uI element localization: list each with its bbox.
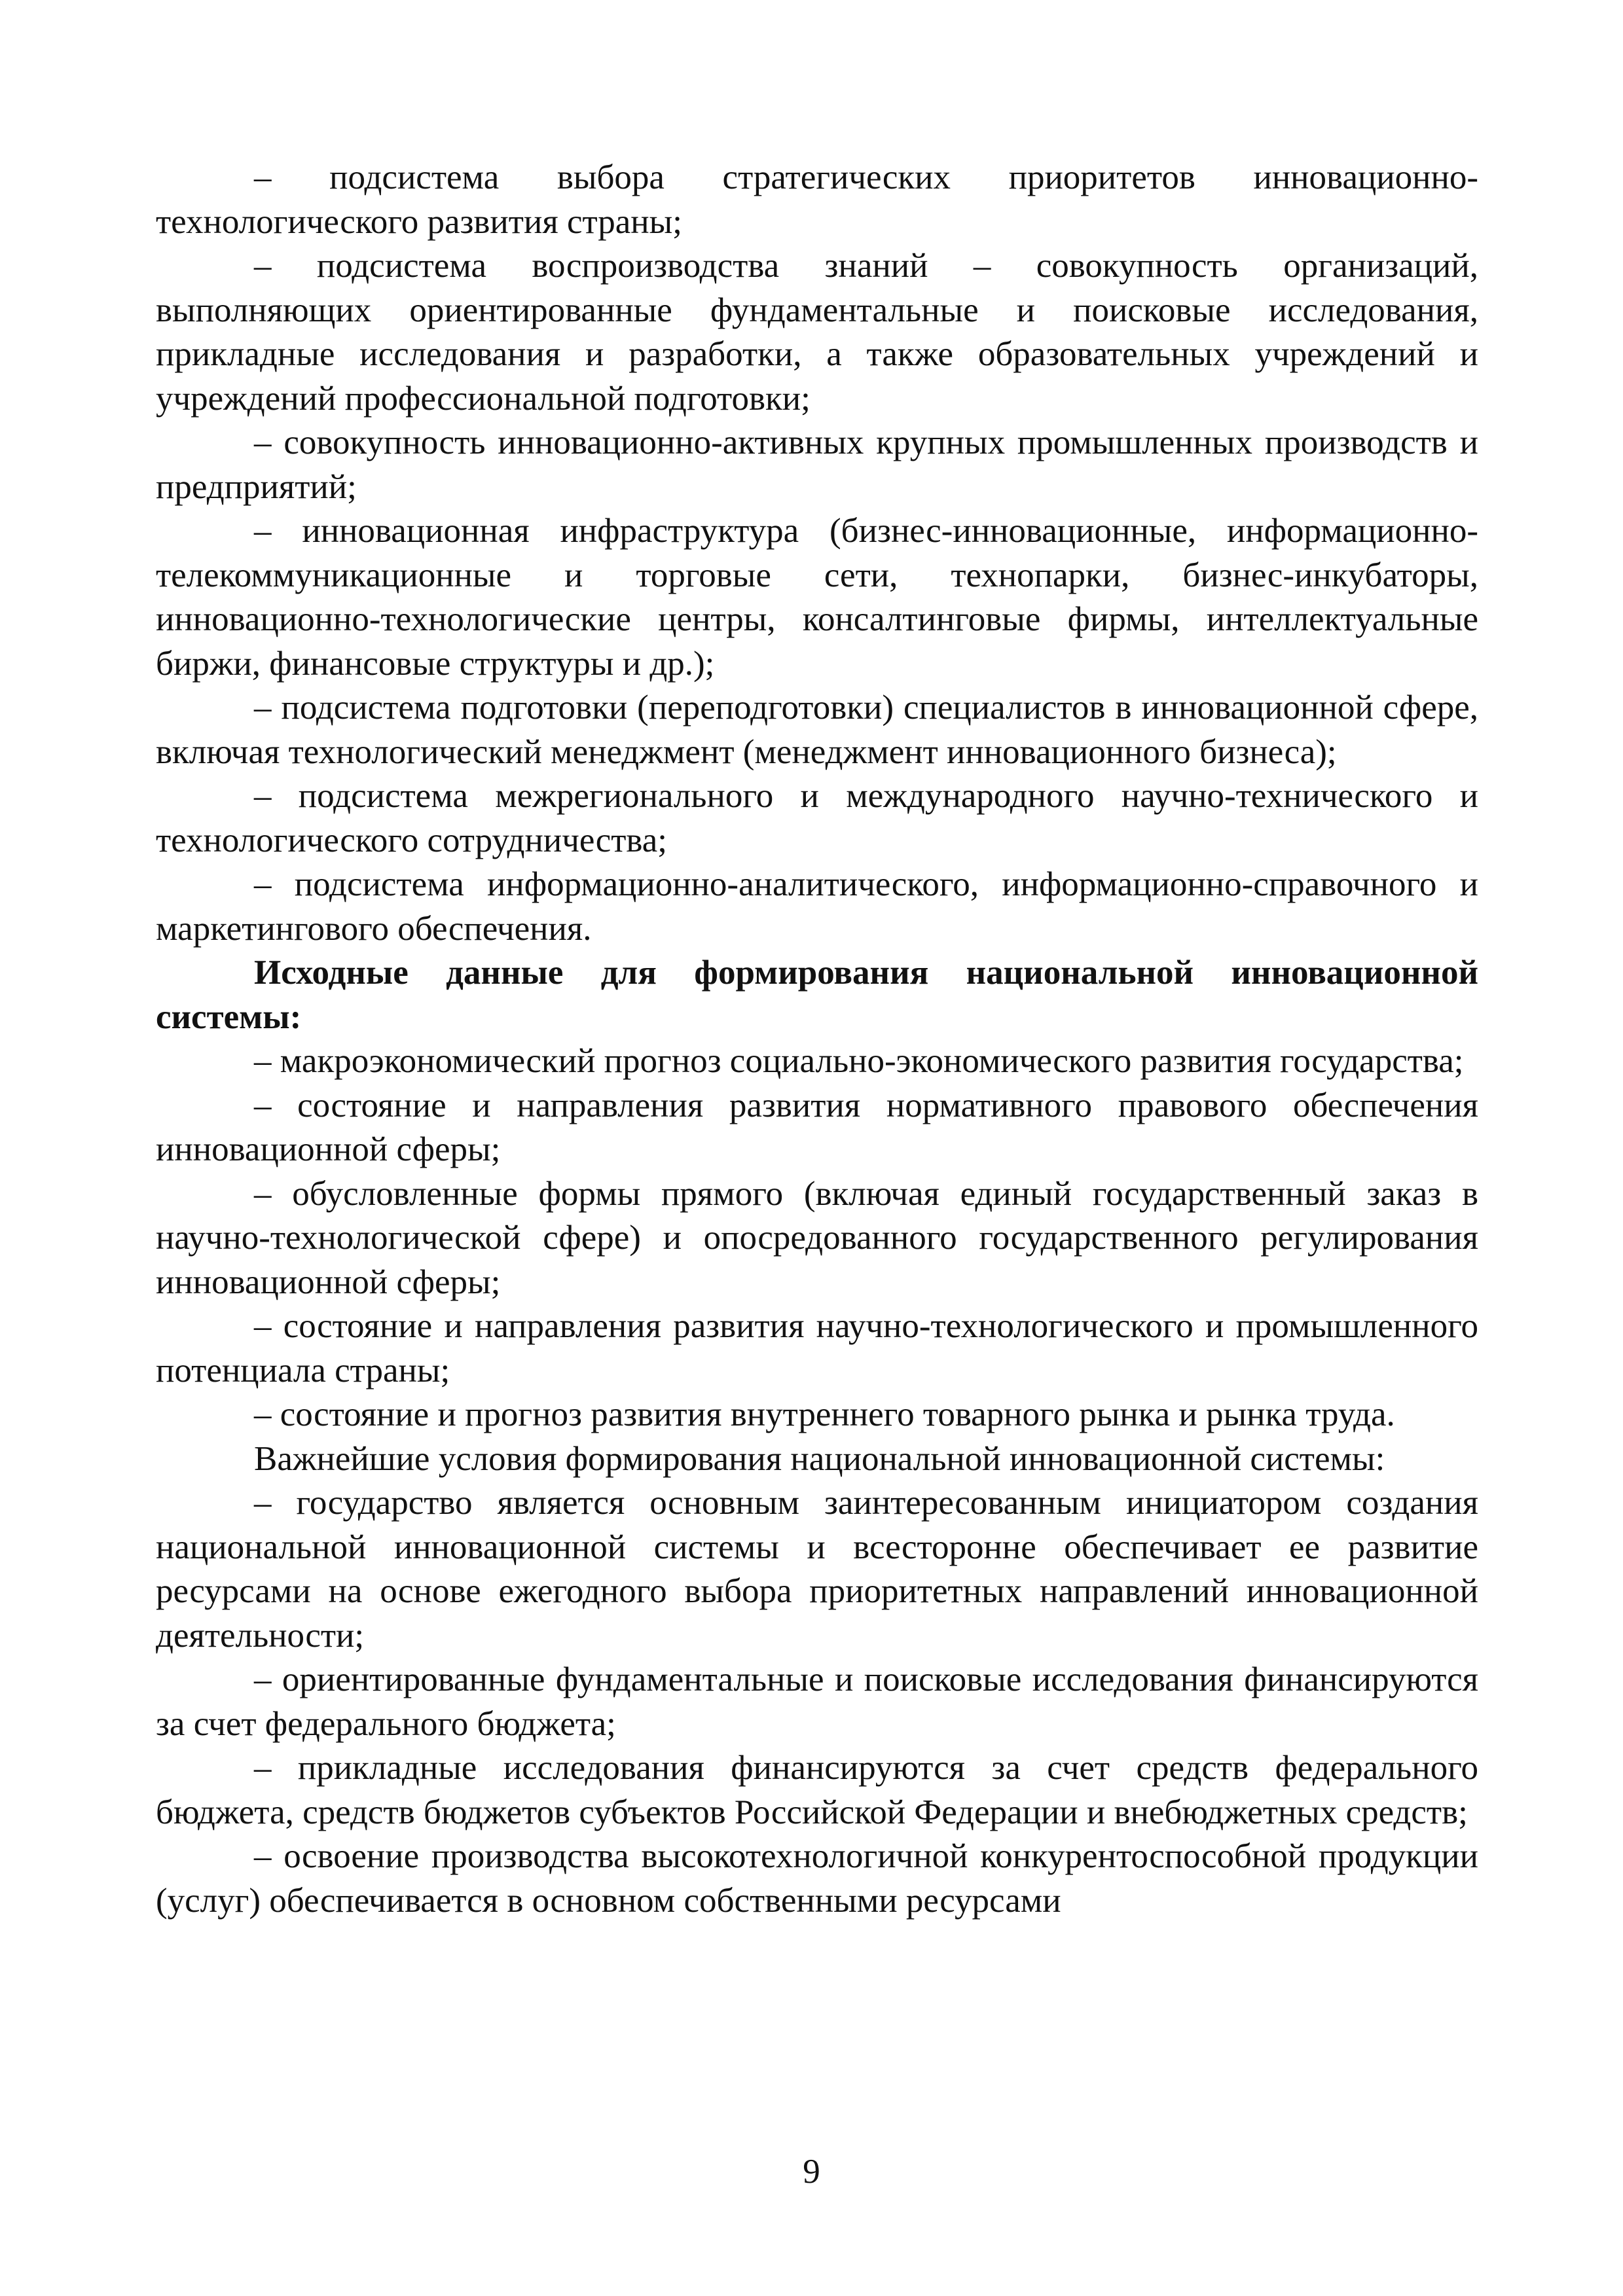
page-body [156,156,1478,1923]
list-item: – подсистема информационно-аналитического, информационно-справочного и маркетингового обеспечения. [156,865,1478,948]
list-item: – подсистема межрегионального и международного научно-технического и технологического сотрудничества; [156,777,1478,859]
list-item: – освоение производства высокотехнологичной конкурентоспособной продукции (услуг) обеспечивается в основном собственными ресурсами [156,1837,1478,1920]
list-item: – подсистема воспроизводства знаний – совокупность организаций, выполняющих ориентированные фундаментальные и поисковые исследования, прикладные исследования и разработки, а также образовательных учреждений и учреждений профессиональной подготовки; [156,247,1478,418]
list-item: – государство является основным заинтересованным инициатором создания национальной инновационной системы и всесторонне обеспечивает ее развитие ресурсами на основе ежегодного выбора приоритетных направлений инновационной деятельности; [156,1484,1478,1655]
list-item: – прикладные исследования финансируются за счет средств федерального бюджета, средств бюджетов субъектов Российской Федерации и внебюджетных средств; [156,1749,1478,1831]
list-item: – состояние и прогноз развития внутреннего товарного рынка и рынка труда. [254,1395,1395,1433]
list-item: – инновационная инфраструктура (бизнес-инновационные, информационно-телекоммуникационные и торговые сети, технопарки, бизнес-инкубаторы, инновационно-технологические центры, консалтинговые фирмы, интеллектуальные биржи, финансовые структуры и др.); [156,512,1478,683]
list-item: – подсистема подготовки (переподготовки) специалистов в инновационной сфере, включая технологический менеджмент (менеджмент инновационного бизнеса); [156,689,1478,771]
list-item: – обусловленные формы прямого (включая единый государственный заказ в научно-технологической сфере) и опосредованного государственного регулирования инновационной сферы; [156,1174,1478,1301]
list-item: – совокупность инновационно-активных крупных промышленных производств и предприятий; [156,423,1478,506]
list-item: – подсистема выбора стратегических приоритетов инновационно-технологического развития страны; [156,158,1478,241]
list-item: – состояние и направления развития нормативного правового обеспечения инновационной сферы; [156,1086,1478,1168]
list-item: – макроэкономический прогноз социально-экономического развития государства; [254,1042,1464,1080]
list-item: – ориентированные фундаментальные и поисковые исследования финансируются за счет федерального бюджета; [156,1660,1478,1743]
section-heading: Исходные данные для формирования национальной инновационной системы: [156,954,1478,1036]
page-number: 9 [803,2153,820,2191]
list-item: – состояние и направления развития научно-технологического и промышленного потенциала страны; [156,1307,1478,1390]
intro-paragraph: Важнейшие условия формирования национальной инновационной системы: [254,1439,1385,1478]
